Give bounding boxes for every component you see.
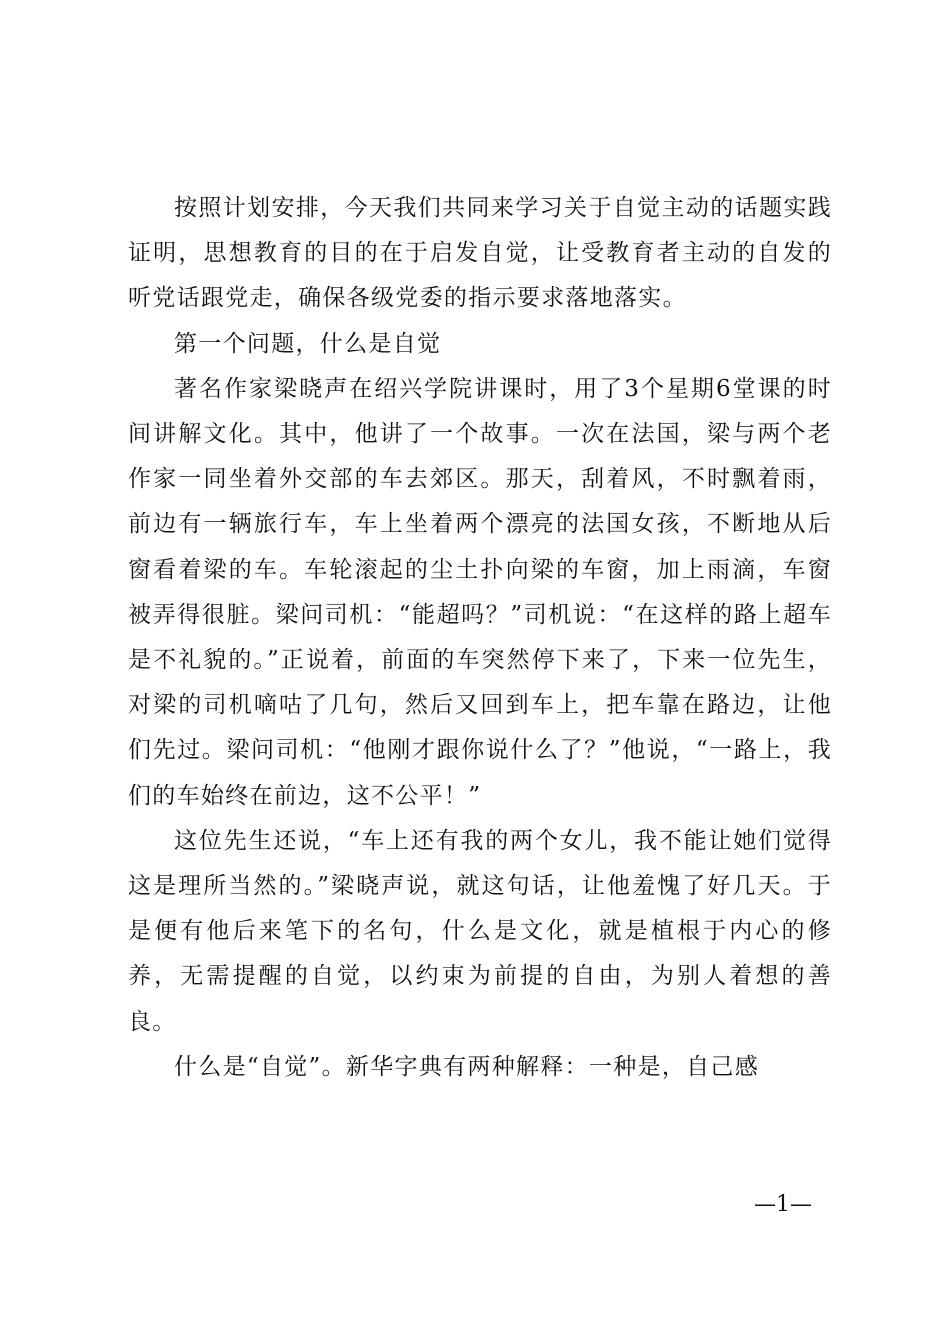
document-body bbox=[128, 186, 832, 1090]
section-heading: 第一个问题，什么是自觉 bbox=[174, 330, 442, 357]
paragraph-story: 著名作家梁晓声在绍兴学院讲课时，用了3个星期6堂课的时间讲解文化。其中，他讲了一个故事。一次在法国，梁与两个老作家一同坐着外交部的车去郊区。那天，刮着风，不时飘着雨，前边有一辆旅行车，车上坐着两个漂亮的法国女孩，不断地从后窗看着梁的车。车轮滚起的尘土扑向梁的车窗，加上雨滴，车窗被弄得很脏。梁问司机：“能超吗？”司机说：“在这样的路上超车是不礼貌的。”正说着，前面的车突然停下来了，下来一位先生，对梁的司机嘀咕了几句，然后又回到车上，把车靠在路边，让他们先过。梁问司机：“他刚才跟你说什么了？”他说，“一路上，我们的车始终在前边，这不公平！” bbox=[128, 375, 832, 809]
paragraph-intro: 按照计划安排，今天我们共同来学习关于自觉主动的话题实践证明，思想教育的目的在于启发自觉，让受教育者主动的自发的听党话跟党走，确保各级党委的指示要求落地落实。 bbox=[128, 195, 832, 312]
paragraph-story-continued: 这位先生还说，“车上还有我的两个女儿，我不能让她们觉得这是理所当然的。”梁晓声说，就这句话，让他羞愧了好几天。于是便有他后来笔下的名句，什么是文化，就是植根于内心的修养，无需提醒的自觉，以约束为前提的自由，为别人着想的善良。 bbox=[128, 827, 832, 1035]
paragraph-definition: 什么是“自觉”。新华字典有两种解释：一种是，自己感 bbox=[174, 1053, 760, 1080]
page-number: —1— bbox=[754, 1192, 812, 1217]
